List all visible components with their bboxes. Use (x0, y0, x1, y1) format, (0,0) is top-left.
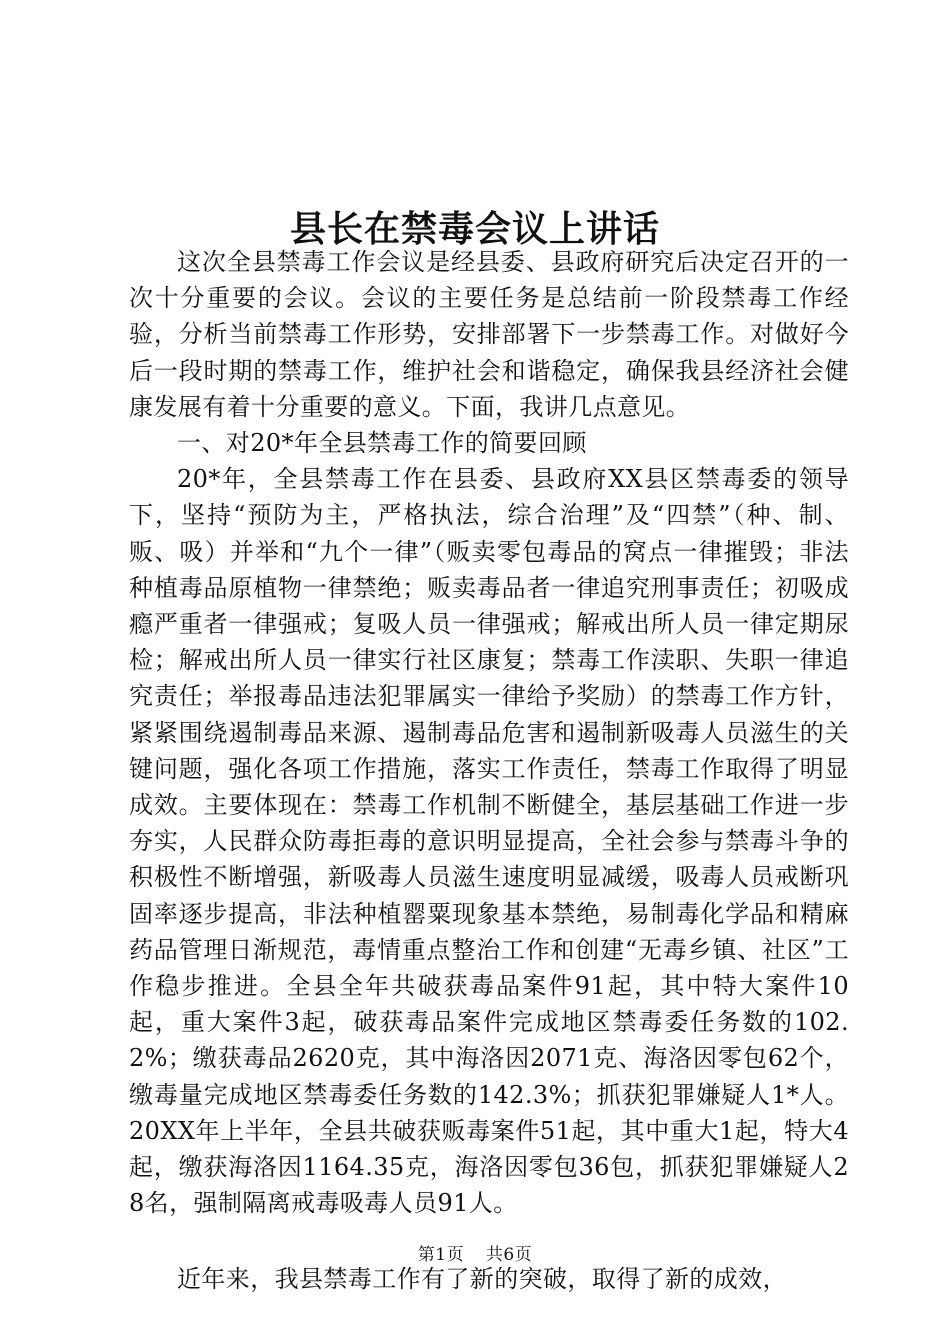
page-footer (0, 1243, 950, 1267)
review-paragraph: 20*年，全县禁毒工作在县委、县政府XX县区禁毒委的领导下，坚持“预防为主，严格执法，综合治理”及“四禁”（种、制、贩、吸）并举和“九个一律”（贩卖零包毒品的窝点一律摧毁；非法种植毒品原植物一律禁绝；贩卖毒品者一律追究刑事责任；初吸成瘾严重者一律强戒；复吸人员一律强戒；解戒出所人员一律定期尿检；解戒出所人员一律实行社区康复；禁毒工作渎职、失职一律追究责任；举报毒品违法犯罪属实一律给予奖励）的禁毒工作方针，紧紧围绕遏制毒品来源、遏制毒品危害和遏制新吸毒人员滋生的关键问题，强化各项工作措施，落实工作责任，禁毒工作取得了明显成效。主要体现在：禁毒工作机制不断健全，基层基础工作进一步夯实，人民群众防毒拒毒的意识明显提高，全社会参与禁毒斗争的积极性不断增强，新吸毒人员滋生速度明显减缓，吸毒人员戒断巩固率逐步提高，非法种植罂粟现象基本禁绝，易制毒化学品和精麻药品管理日渐规范，毒情重点整治工作和创建“无毒乡镇、社区”工作稳步推进。全县全年共破获毒品案件91起，其中特大案件10起，重大案件3起，破获毒品案件完成地区禁毒委任务数的102.2%；缴获毒品2620克，其中海洛因2071克、海洛因零包62个，缴毒量完成地区禁毒委任务数的142.3%；抓获犯罪嫌疑人1*人。20XX年上半年，全县共破获贩毒案件51起，其中重大1起，特大4起，缴获海洛因1164.35克，海洛因零包36包，抓获犯罪嫌疑人28名，强制隔离戒毒吸毒人员91人。 (129, 465, 849, 1218)
total-pages: 共6页 (485, 1245, 533, 1265)
document-title: 县长在禁毒会议上讲话 (289, 208, 660, 251)
page-number: 第1页 (417, 1245, 465, 1265)
intro-paragraph: 这次全县禁毒工作会议是经县委、县政府研究后决定召开的一次十分重要的会议。会议的主要任务是总结前一阶段禁毒工作经验，分析当前禁毒工作形势，安排部署下一步禁毒工作。对做好今后一段时期的禁毒工作，维护社会和谐稳定，确保我县经济社会健康发展有着十分重要的意义。下面，我讲几点意见。 (129, 248, 849, 421)
recent-paragraph: 近年来，我县禁毒工作有了新的突破，取得了新的成效， (177, 1265, 787, 1294)
section-heading: 一、对20*年全县禁毒工作的简要回顾 (177, 429, 587, 458)
document-body (129, 244, 849, 1298)
